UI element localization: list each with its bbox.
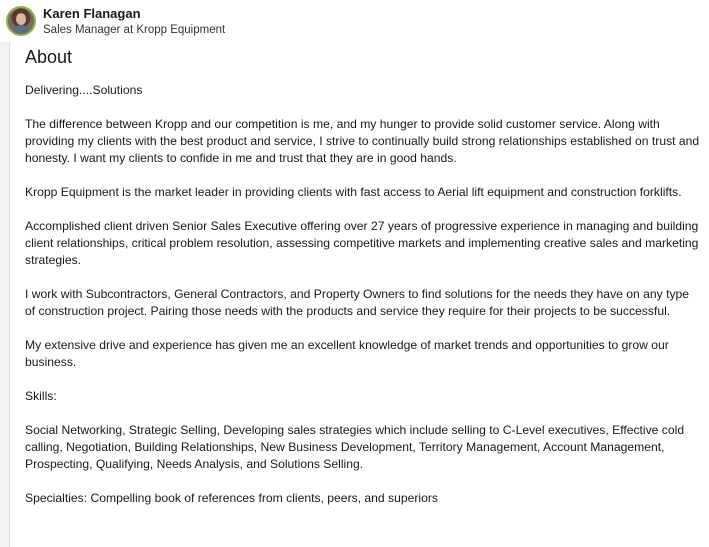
about-title: About [25, 47, 73, 67]
specialties-text: Specialties: Compelling book of references from clients, peers, and superiors [25, 491, 438, 505]
profile-header [0, 0, 709, 42]
about-paragraph: My extensive drive and experience has given me an excellent knowledge of market trends and opportunities to grow our business. [25, 338, 669, 369]
profile-headline: Sales Manager at Kropp Equipment [43, 24, 226, 36]
avatar-body [12, 25, 30, 35]
profile-name[interactable]: Karen Flanagan [43, 6, 141, 21]
about-paragraph: Accomplished client driven Senior Sales Executive offering over 27 years of progressive experience in managing and building client relationships, critical problem resolution, assessing competitive markets and implementing creative sales and marketing strategies. [25, 219, 699, 267]
about-paragraph: Delivering....Solutions [25, 83, 143, 97]
avatar-face [16, 14, 26, 25]
about-section [9, 42, 709, 547]
skills-heading: Skills: [25, 389, 57, 403]
about-text [25, 82, 701, 524]
avatar[interactable] [6, 6, 36, 36]
about-paragraph: I work with Subcontractors, General Contractors, and Property Owners to find solutions for the needs they have on any type of construction project. Pairing those needs with the products and service they require for their projects to be successful. [25, 287, 690, 318]
skills-list: Social Networking, Strategic Selling, Developing sales strategies which include selling to C-Level executives, Effective cold calling, Negotiation, Building Relationships, New Business Development, Territory Management, Account Management, Prospecting, Qualifying, Needs Analysis, and Solutions Selling. [25, 423, 685, 471]
about-paragraph: The difference between Kropp and our competition is me, and my hunger to provide solid customer service. Along with providing my clients with the best product and service, I strive to continually build strong relationships established on trust and honesty. I want my clients to confide in me and trust that they are in good hands. [25, 117, 700, 165]
about-paragraph: Kropp Equipment is the market leader in providing clients with fast access to Aerial lift equipment and construction forklifts. [25, 185, 682, 199]
